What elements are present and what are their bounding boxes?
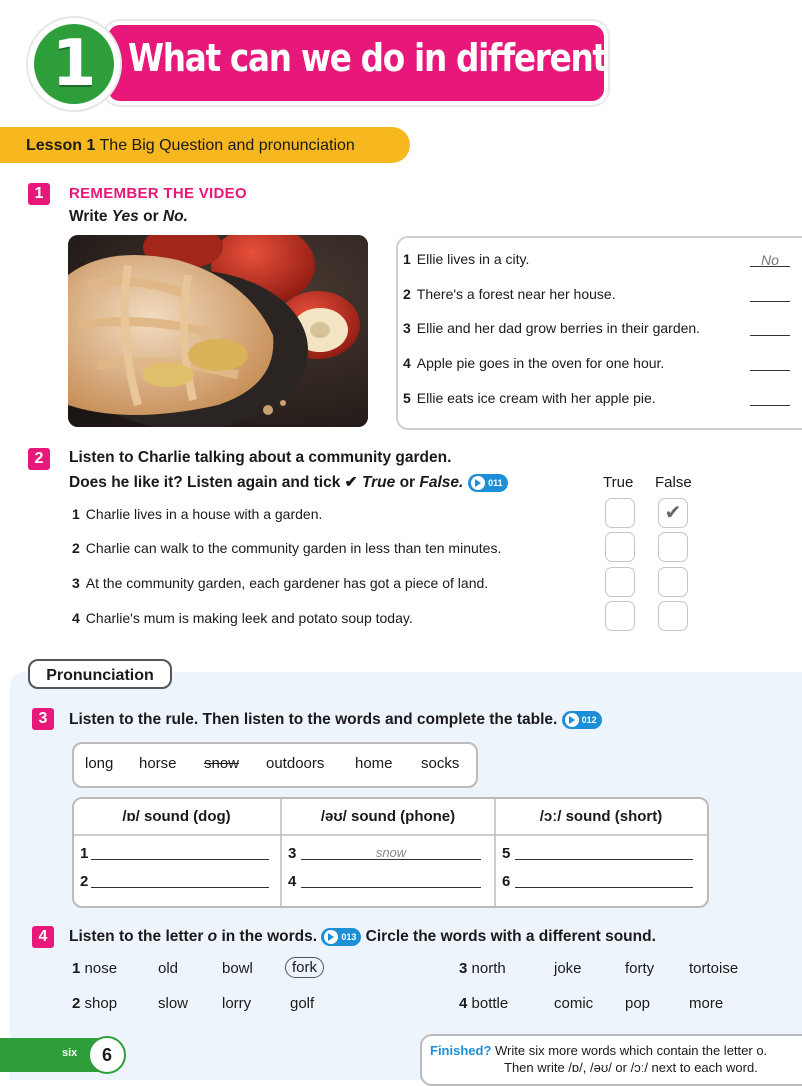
unit-number: 1 xyxy=(34,24,114,104)
false-checkbox[interactable] xyxy=(658,601,688,631)
word-option[interactable]: pop xyxy=(625,995,651,1012)
word-option[interactable]: bowl xyxy=(222,960,253,977)
false-checkbox[interactable] xyxy=(658,532,688,562)
word-option[interactable]: golf xyxy=(290,995,315,1012)
finished-line-1: Finished? Write six more words which contain the letter o. xyxy=(430,1043,768,1058)
table-cell-number: 6 xyxy=(502,873,511,890)
statement-item: 1 Charlie lives in a house with a garden. xyxy=(72,506,323,522)
lesson-name: The Big Question and pronunciation xyxy=(99,137,355,154)
answer-blank[interactable] xyxy=(750,356,790,371)
word-option[interactable]: lorry xyxy=(222,995,252,1012)
question-item: 3 Ellie and her dad grow berries in their garden. xyxy=(403,320,701,336)
true-column-header: True xyxy=(603,474,634,491)
word-option[interactable]: joke xyxy=(554,960,582,977)
table-header-short-o: /ɒ/ sound (dog) xyxy=(122,808,231,825)
true-checkbox[interactable] xyxy=(605,498,635,528)
word-row: 3 north xyxy=(459,960,506,977)
question-item: 4 Apple pie goes in the oven for one hour. xyxy=(403,355,665,371)
exercise-instruction: Write Yes or No. xyxy=(69,208,188,225)
table-cell-number: 2 xyxy=(80,873,89,890)
word-option[interactable]: old xyxy=(158,960,179,977)
table-answer-line[interactable]: snow xyxy=(301,845,481,860)
statement-item: 3 At the community garden, each gardener has got a piece of land. xyxy=(72,575,489,591)
word-item: outdoors xyxy=(266,755,325,772)
table-answer-line[interactable] xyxy=(91,873,269,888)
question-item: 1 Ellie lives in a city. xyxy=(403,251,530,267)
exercise-number: 1 xyxy=(28,183,50,205)
word-item: long xyxy=(85,755,114,772)
word-row: 2 shop xyxy=(72,995,118,1012)
audio-track-icon[interactable]: 012 xyxy=(562,711,602,729)
word-item: home xyxy=(355,755,393,772)
answer-blank[interactable] xyxy=(750,287,790,302)
audio-track-icon[interactable]: 011 xyxy=(468,474,508,492)
word-option[interactable]: forty xyxy=(625,960,655,977)
false-checkbox[interactable]: ✔ xyxy=(658,498,688,528)
exercise-heading: REMEMBER THE VIDEO xyxy=(69,185,247,202)
table-cell-number: 5 xyxy=(502,845,511,862)
word-row: 4 bottle xyxy=(459,995,509,1012)
word-row: 1 nose xyxy=(72,960,118,977)
table-cell-number: 3 xyxy=(288,845,297,862)
question-item: 5 Ellie eats ice cream with her apple pie. xyxy=(403,390,656,406)
false-column-header: False xyxy=(655,474,692,491)
page-number: 6 xyxy=(88,1036,126,1074)
pronunciation-tag: Pronunciation xyxy=(28,659,172,689)
true-checkbox[interactable] xyxy=(605,532,635,562)
question-item: 2 There's a forest near her house. xyxy=(403,286,616,302)
exercise-heading: Listen to the letter o in the words. 013 Circle the words with a different sound. xyxy=(69,928,656,946)
unit-title: What can we do in different seasons? xyxy=(128,36,774,80)
apple-pie-image xyxy=(68,235,368,427)
word-item-crossed: snow xyxy=(204,755,240,772)
table-header-long-o: /əʊ/ sound (phone) xyxy=(320,808,456,825)
table-cell-number: 4 xyxy=(288,873,297,890)
audio-track-icon[interactable]: 013 xyxy=(321,928,361,946)
lesson-title xyxy=(26,137,355,155)
table-answer-line[interactable] xyxy=(91,845,269,860)
true-checkbox[interactable] xyxy=(605,567,635,597)
lesson-label: Lesson 1 xyxy=(26,137,96,154)
word-option[interactable]: comic xyxy=(554,995,594,1012)
answer-blank[interactable] xyxy=(750,321,790,336)
statement-item: 2 Charlie can walk to the community garden in less than ten minutes. xyxy=(72,540,502,556)
exercise-instruction: Does he like it? Listen again and tick ✔ True or False. 011 xyxy=(69,473,508,492)
apple-pie-photo xyxy=(68,235,368,427)
table-answer-line[interactable] xyxy=(301,873,481,888)
table-cell-number: 1 xyxy=(80,845,89,862)
statement-item: 4 Charlie's mum is making leek and potato soup today. xyxy=(72,610,413,626)
word-option[interactable]: slow xyxy=(158,995,189,1012)
exercise-heading: Listen to Charlie talking about a community garden. xyxy=(69,449,452,466)
exercise-heading: Listen to the rule. Then listen to the words and complete the table. 012 xyxy=(69,711,602,729)
word-item: socks xyxy=(421,755,460,772)
table-answer-line[interactable] xyxy=(515,845,693,860)
word-option[interactable]: tortoise xyxy=(689,960,739,977)
answer-blank[interactable] xyxy=(750,391,790,406)
finished-line-2: Then write /ɒ/, /əʊ/ or /ɔː/ next to each word. xyxy=(504,1060,758,1075)
exercise-number: 2 xyxy=(28,448,50,470)
word-item: horse xyxy=(139,755,177,772)
answer-blank[interactable]: No xyxy=(750,252,790,267)
page-word: six xyxy=(62,1047,78,1059)
table-answer-line[interactable] xyxy=(515,873,693,888)
table-header-or: /ɔː/ sound (short) xyxy=(539,808,663,825)
word-option[interactable]: more xyxy=(689,995,724,1012)
true-checkbox[interactable] xyxy=(605,601,635,631)
false-checkbox[interactable] xyxy=(658,567,688,597)
word-option-circled[interactable]: fork xyxy=(285,957,324,978)
exercise-number: 4 xyxy=(32,926,54,948)
exercise-number: 3 xyxy=(32,708,54,730)
